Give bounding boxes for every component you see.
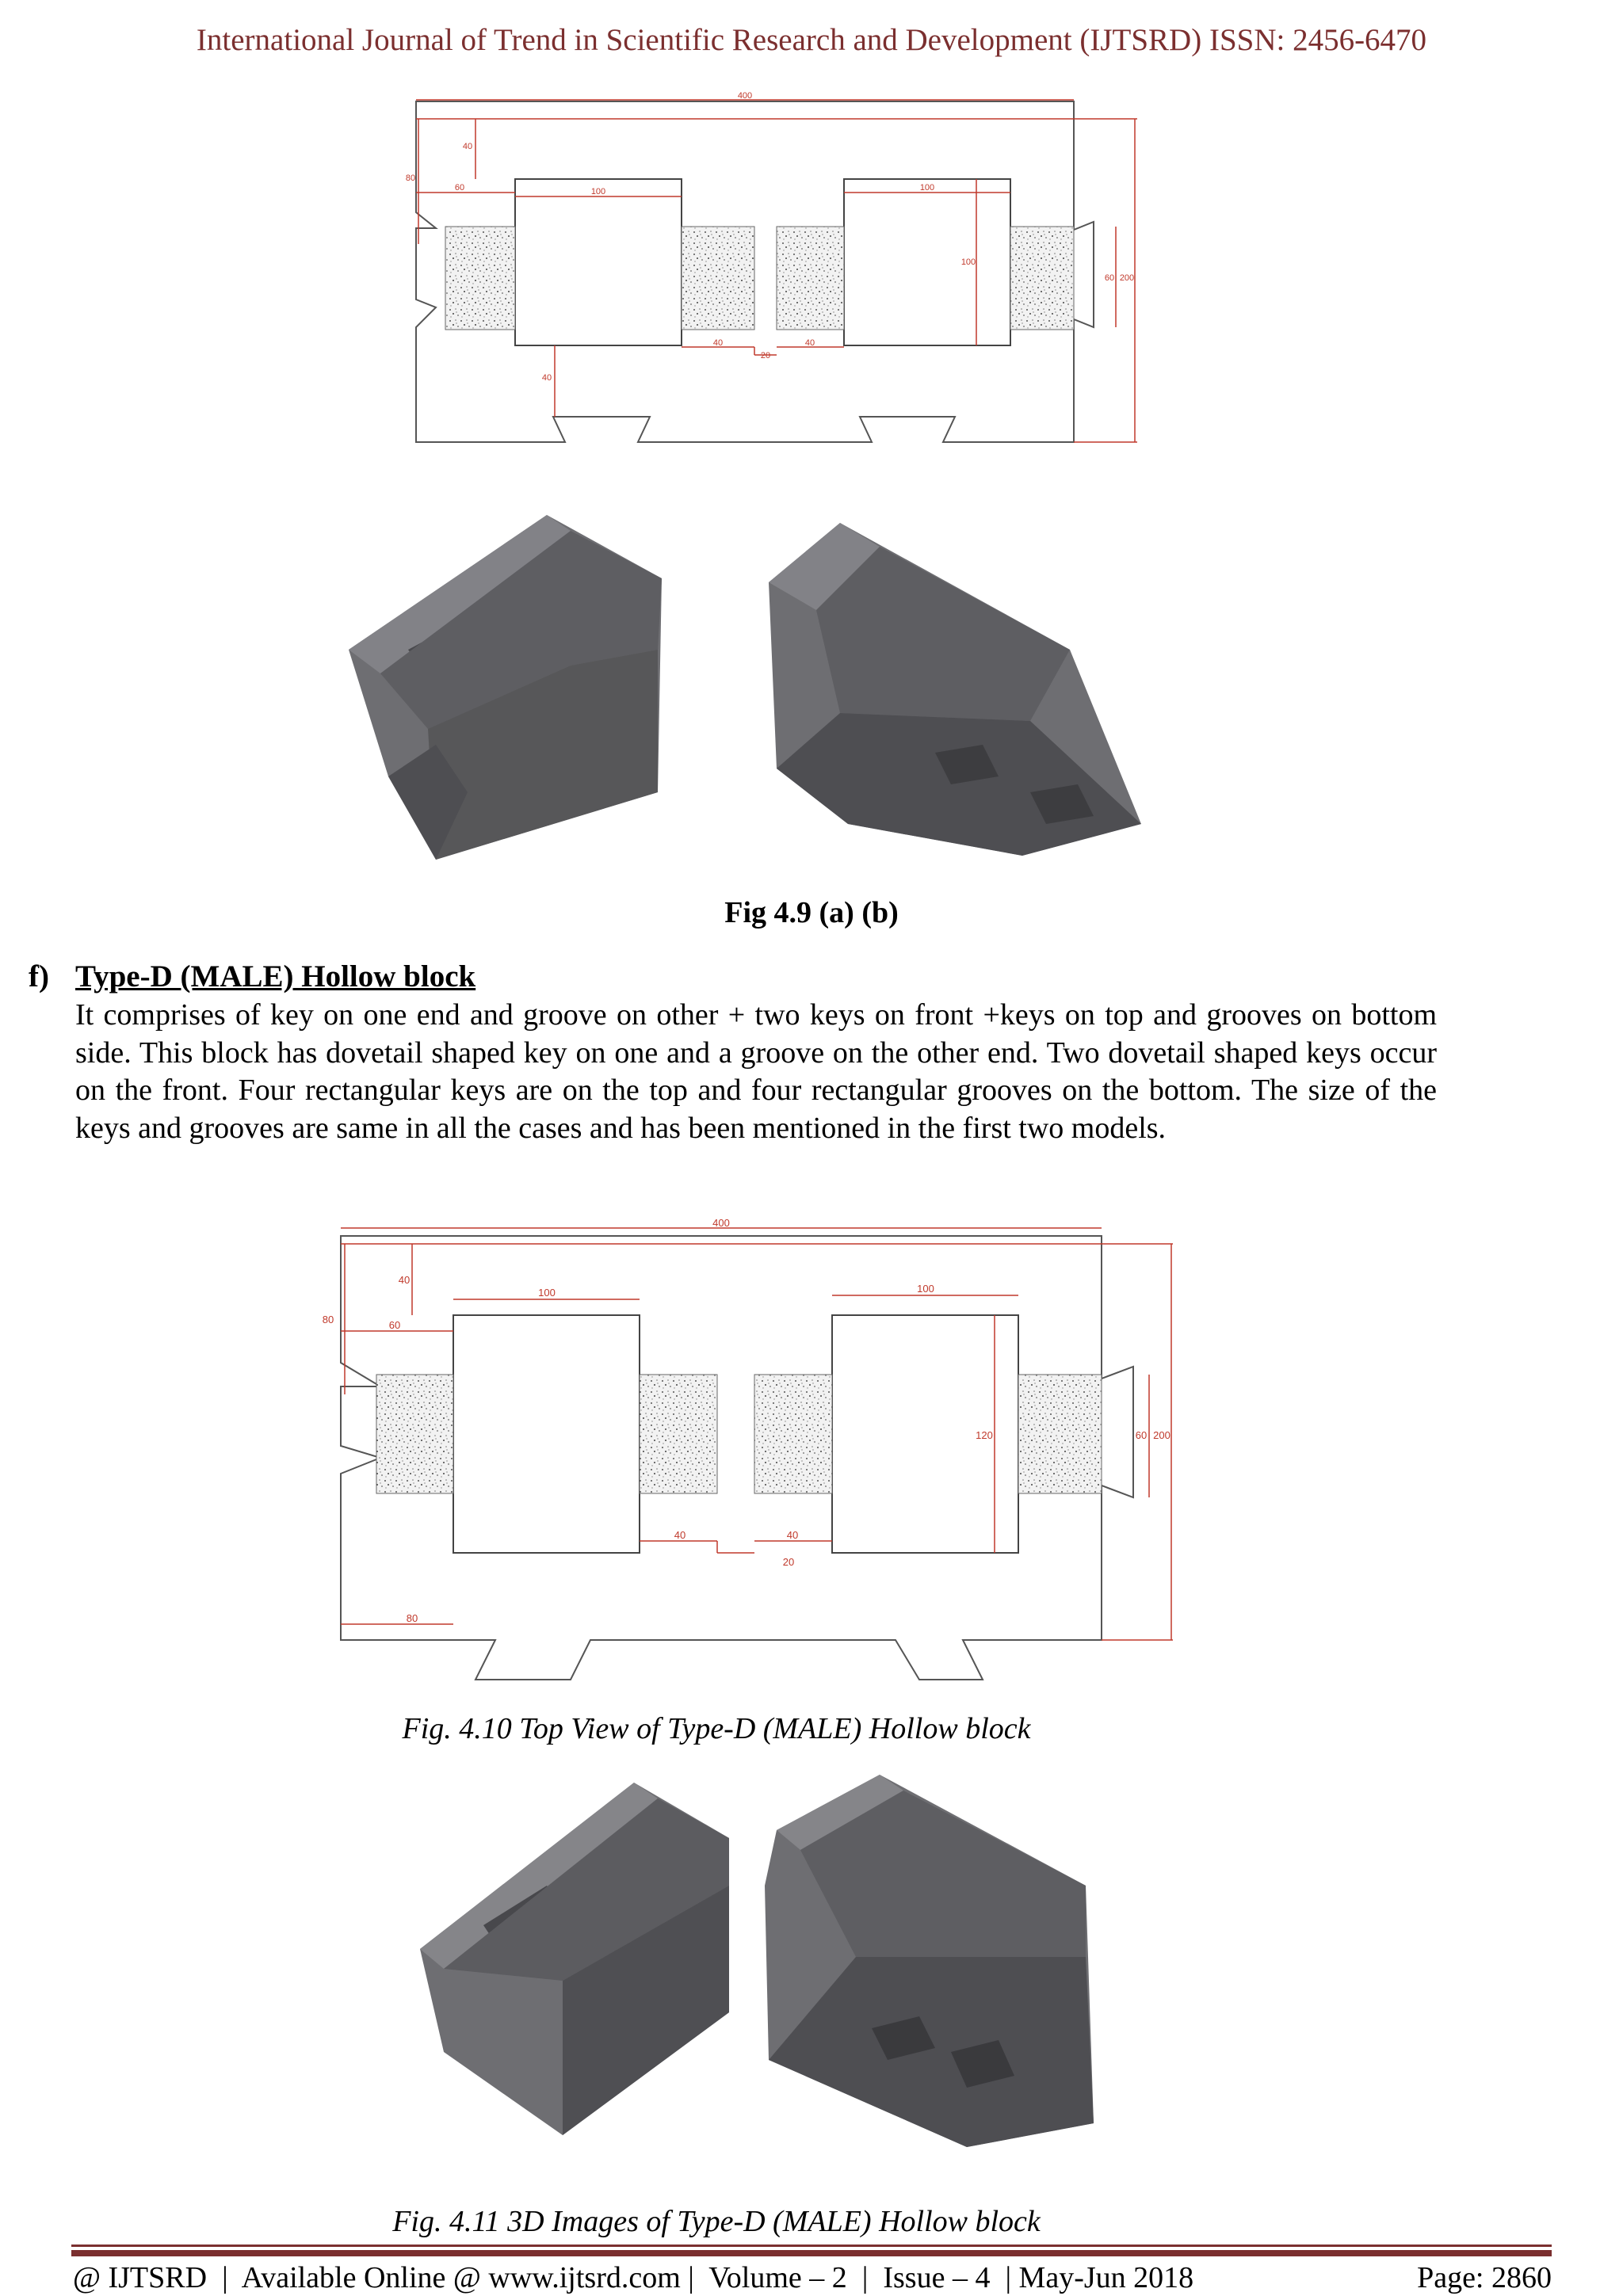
dim-left-offset: 60 <box>454 183 465 193</box>
dim-core-width-left: 100 <box>590 187 606 196</box>
footer-info: @ IJTSRD | Available Online @ www.ijtsrd.com | Volume – 2 | Issue – 4 | May-Jun 2018 <box>73 2261 1194 2294</box>
fig-4-10-caption: Fig. 4.10 Top View of Type-D (MALE) Hollow block <box>402 1712 1031 1745</box>
dim-web-mid: 20 <box>782 1556 795 1568</box>
dim-web-left: 40 <box>712 338 724 348</box>
footer-page-number: Page: 2860 <box>1417 2261 1552 2294</box>
dim-left-depth: 80 <box>405 174 416 183</box>
dim-core-height: 120 <box>976 1429 993 1441</box>
dim-top-offset: 40 <box>462 142 473 151</box>
dim-overall: 400 <box>712 1217 730 1229</box>
3d-block-left <box>420 1783 729 2135</box>
section-title: Type-D (MALE) Hollow block <box>75 959 476 994</box>
dim-left-offset: 60 <box>388 1319 401 1331</box>
dim-core-width-right: 100 <box>917 1283 934 1295</box>
3d-block-left <box>349 515 662 860</box>
fig-4-10-top-view-drawing <box>317 1212 1189 1688</box>
fig-4-9-top-view-drawing <box>404 86 1157 458</box>
dim-key: 60 <box>1135 1429 1148 1441</box>
dim-core-width-left: 100 <box>538 1287 556 1299</box>
dim-core-width-right: 100 <box>919 183 935 193</box>
3d-block-right <box>769 523 1141 856</box>
dim-top-offset: 40 <box>398 1274 411 1286</box>
dim-core-height: 100 <box>960 257 976 267</box>
dim-web-right: 40 <box>786 1529 799 1541</box>
dim-depth: 200 <box>1119 273 1135 283</box>
dim-web-left: 40 <box>674 1529 686 1541</box>
dim-key: 60 <box>1104 273 1115 283</box>
fig-4-9-caption: Fig 4.9 (a) (b) <box>724 896 899 929</box>
dim-depth: 200 <box>1153 1429 1170 1441</box>
dim-web-mid: 20 <box>760 351 771 360</box>
dim-web-right: 40 <box>804 338 815 348</box>
footer-rule <box>71 2245 1552 2247</box>
dim-bottom: 40 <box>541 373 552 383</box>
section-label: f) <box>29 959 49 994</box>
fig-4-11-3d-images <box>412 1775 1109 2147</box>
journal-header: International Journal of Trend in Scientific Research and Development (IJTSRD) ISSN: 2456-6470 <box>196 23 1427 57</box>
fig-4-11-caption: Fig. 4.11 3D Images of Type-D (MALE) Hollow block <box>392 2205 1041 2238</box>
footer-rule-thick <box>71 2250 1552 2256</box>
fig-4-9-3d-images <box>333 507 1165 864</box>
dim-overall: 400 <box>737 91 753 101</box>
dim-bottom: 80 <box>406 1612 418 1624</box>
3d-block-right <box>765 1775 1094 2147</box>
section-body: It comprises of key on one end and groove on other + two keys on front +keys on top and grooves on bottom side. This block has dovetail shaped key on one and a groove on the other end. Two dovetail shaped keys occur on the front. Four rectangular keys are on the top and four rectangular grooves on the bottom. The size of the keys and grooves are same in all the cases and has been mentioned in the first two models. <box>75 998 1437 1145</box>
dim-left-depth: 80 <box>322 1314 334 1325</box>
